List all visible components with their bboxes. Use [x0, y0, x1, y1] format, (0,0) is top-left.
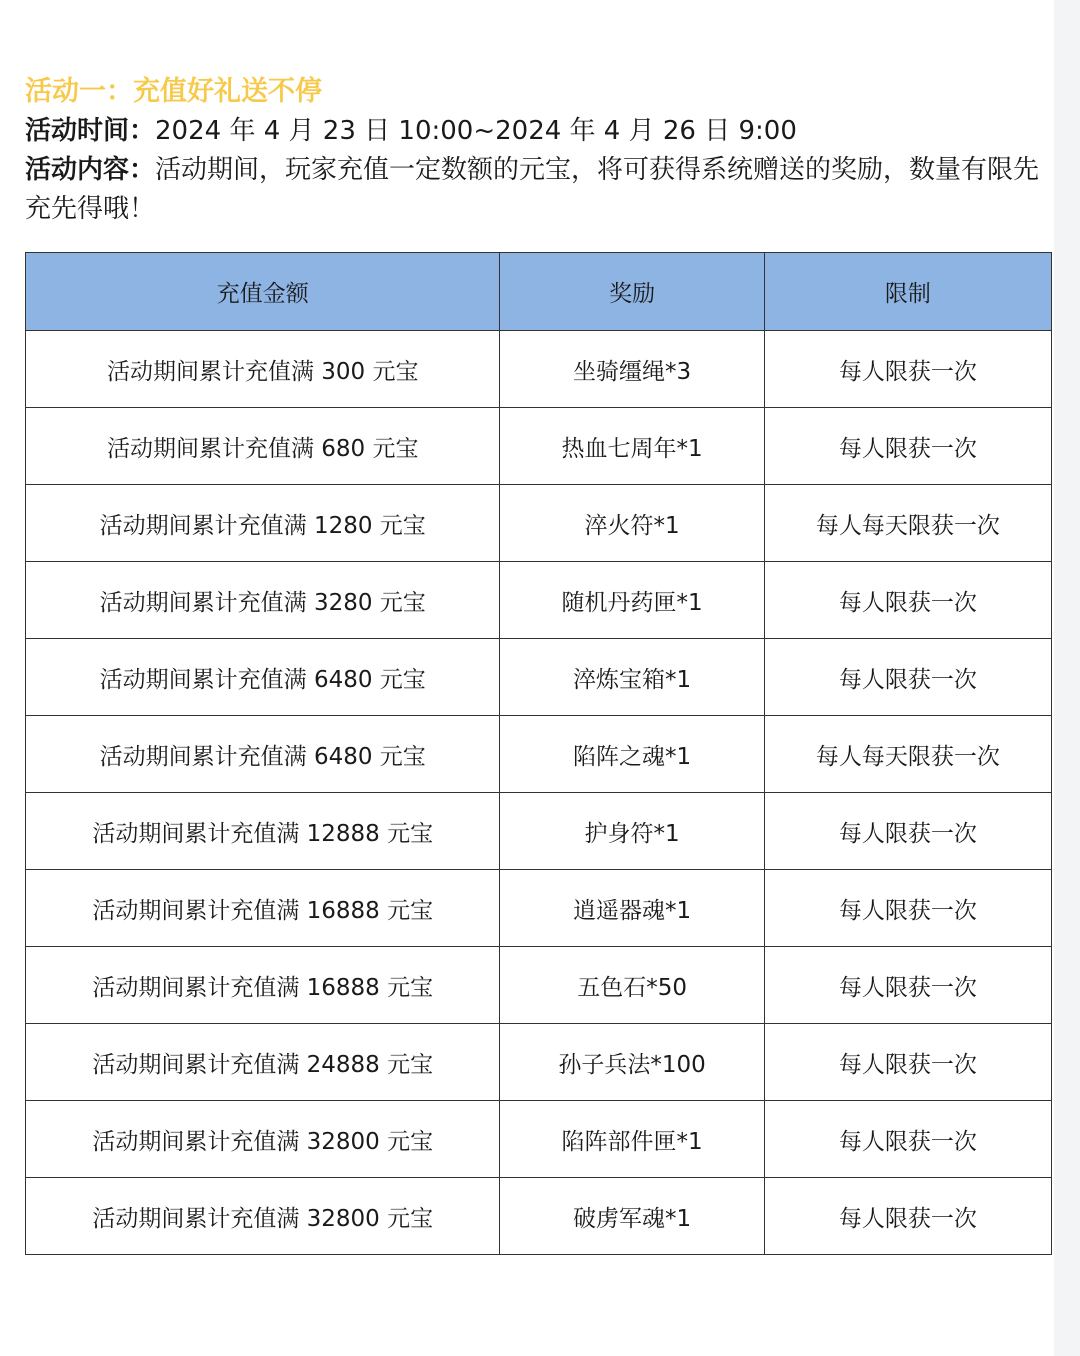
amount-cell: 活动期间累计充值满 16888 元宝 [26, 870, 500, 947]
limit-cell: 每人限获一次 [764, 331, 1051, 408]
table-row [26, 639, 1052, 716]
page-edge-strip [1054, 0, 1080, 1356]
reward-cell: 护身符*1 [500, 793, 764, 870]
reward-cell: 淬炼宝箱*1 [500, 639, 764, 716]
limit-cell: 每人限获一次 [764, 562, 1051, 639]
table-header-row [26, 253, 1052, 331]
table-row [26, 408, 1052, 485]
limit-cell: 每人每天限获一次 [764, 485, 1051, 562]
amount-cell: 活动期间累计充值满 1280 元宝 [26, 485, 500, 562]
table-row [26, 562, 1052, 639]
amount-cell: 活动期间累计充值满 300 元宝 [26, 331, 500, 408]
table-row [26, 947, 1052, 1024]
reward-table [25, 252, 1052, 1255]
reward-cell: 陷阵部件匣*1 [500, 1101, 764, 1178]
reward-cell: 破虏军魂*1 [500, 1178, 764, 1255]
amount-cell: 活动期间累计充值满 32800 元宝 [26, 1101, 500, 1178]
table-row [26, 870, 1052, 947]
amount-cell: 活动期间累计充值满 16888 元宝 [26, 947, 500, 1024]
header-limit: 限制 [764, 253, 1051, 331]
event-content [25, 151, 1045, 229]
event-time [25, 112, 1051, 151]
limit-cell: 每人限获一次 [764, 1024, 1051, 1101]
limit-cell: 每人限获一次 [764, 639, 1051, 716]
event-article [25, 72, 1051, 229]
table-row [26, 1024, 1052, 1101]
limit-cell: 每人限获一次 [764, 408, 1051, 485]
event-content-label: 活动内容： [25, 155, 156, 185]
reward-cell: 热血七周年*1 [500, 408, 764, 485]
table-row [26, 716, 1052, 793]
header-amount: 充值金额 [26, 253, 500, 331]
amount-cell: 活动期间累计充值满 32800 元宝 [26, 1178, 500, 1255]
amount-cell: 活动期间累计充值满 24888 元宝 [26, 1024, 500, 1101]
event-time-value: 2024 年 4 月 23 日 10:00~2024 年 4 月 26 日 9:00 [155, 116, 797, 146]
amount-cell: 活动期间累计充值满 3280 元宝 [26, 562, 500, 639]
limit-cell: 每人限获一次 [764, 793, 1051, 870]
limit-cell: 每人限获一次 [764, 947, 1051, 1024]
table-row [26, 1101, 1052, 1178]
table-row [26, 793, 1052, 870]
amount-cell: 活动期间累计充值满 6480 元宝 [26, 716, 500, 793]
reward-cell: 五色石*50 [500, 947, 764, 1024]
amount-cell: 活动期间累计充值满 680 元宝 [26, 408, 500, 485]
reward-cell: 陷阵之魂*1 [500, 716, 764, 793]
reward-cell: 逍遥器魂*1 [500, 870, 764, 947]
table-row [26, 1178, 1052, 1255]
reward-cell: 随机丹药匣*1 [500, 562, 764, 639]
reward-cell: 淬火符*1 [500, 485, 764, 562]
reward-cell: 坐骑缰绳*3 [500, 331, 764, 408]
amount-cell: 活动期间累计充值满 6480 元宝 [26, 639, 500, 716]
limit-cell: 每人限获一次 [764, 1178, 1051, 1255]
header-reward: 奖励 [500, 253, 764, 331]
table-row [26, 485, 1052, 562]
reward-cell: 孙子兵法*100 [500, 1024, 764, 1101]
event-time-label: 活动时间： [25, 116, 156, 146]
event-title: 活动一：充值好礼送不停 [25, 76, 322, 107]
amount-cell: 活动期间累计充值满 12888 元宝 [26, 793, 500, 870]
limit-cell: 每人限获一次 [764, 870, 1051, 947]
limit-cell: 每人每天限获一次 [764, 716, 1051, 793]
limit-cell: 每人限获一次 [764, 1101, 1051, 1178]
event-content-value: 活动期间，玩家充值一定数额的元宝，将可获得系统赠送的奖励，数量有限先充先得哦！ [25, 155, 1040, 224]
table-row [26, 331, 1052, 408]
